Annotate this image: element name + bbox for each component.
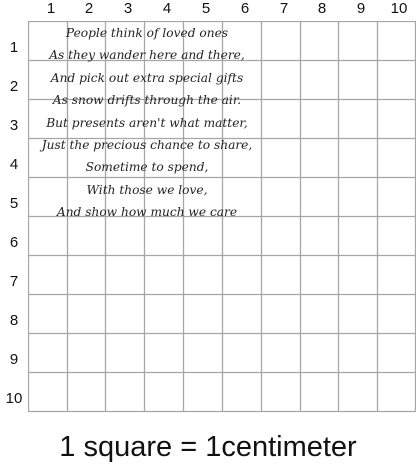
column-number-labels [0, 0, 416, 20]
poem-line: As they wander here and there, [49, 48, 245, 63]
row-number [0, 64, 28, 103]
poem-line: But presents aren't what matter, [46, 115, 248, 130]
column-number: 4 [162, 0, 172, 17]
row-number [0, 298, 28, 337]
scale-caption: 1 square = 1centimeter [59, 431, 357, 463]
row-number [0, 337, 28, 376]
column-number: 6 [240, 0, 250, 17]
column-number: 1 [46, 0, 56, 17]
poem-line: As snow drifts through the air. [52, 93, 242, 108]
row-number [0, 220, 28, 259]
row-number [0, 376, 28, 415]
row-number-text: 9 [9, 351, 19, 368]
row-number-text: 3 [9, 117, 19, 134]
column-number: 8 [317, 0, 327, 17]
row-number [0, 259, 28, 298]
row-number [0, 142, 28, 181]
column-number: 5 [201, 0, 211, 17]
row-number-text: 2 [9, 78, 19, 95]
row-number [0, 103, 28, 142]
row-number [0, 25, 28, 64]
row-number-text: 4 [9, 156, 19, 173]
column-number: 10 [390, 0, 408, 17]
row-number-text: 5 [9, 195, 19, 212]
column-number: 2 [84, 0, 94, 17]
row-number-text: 8 [9, 312, 19, 329]
poem-line: Just the precious chance to share, [41, 137, 253, 152]
poem-line: Sometime to spend, [85, 160, 209, 175]
column-number: 3 [123, 0, 133, 17]
column-number: 7 [279, 0, 289, 17]
row-number-text: 7 [9, 273, 19, 290]
row-number-labels [0, 25, 28, 415]
poem-line: And show how much we care [56, 205, 238, 220]
poem-text [30, 22, 264, 224]
poem-line: With those we love, [86, 182, 208, 197]
row-number-text: 6 [9, 234, 19, 251]
poem-line: And pick out extra special gifts [50, 70, 244, 85]
row-number-text: 10 [5, 390, 23, 407]
poem-line: People think of loved ones [65, 26, 229, 40]
row-number-text: 1 [9, 39, 19, 56]
row-number [0, 181, 28, 220]
column-number: 9 [356, 0, 366, 17]
